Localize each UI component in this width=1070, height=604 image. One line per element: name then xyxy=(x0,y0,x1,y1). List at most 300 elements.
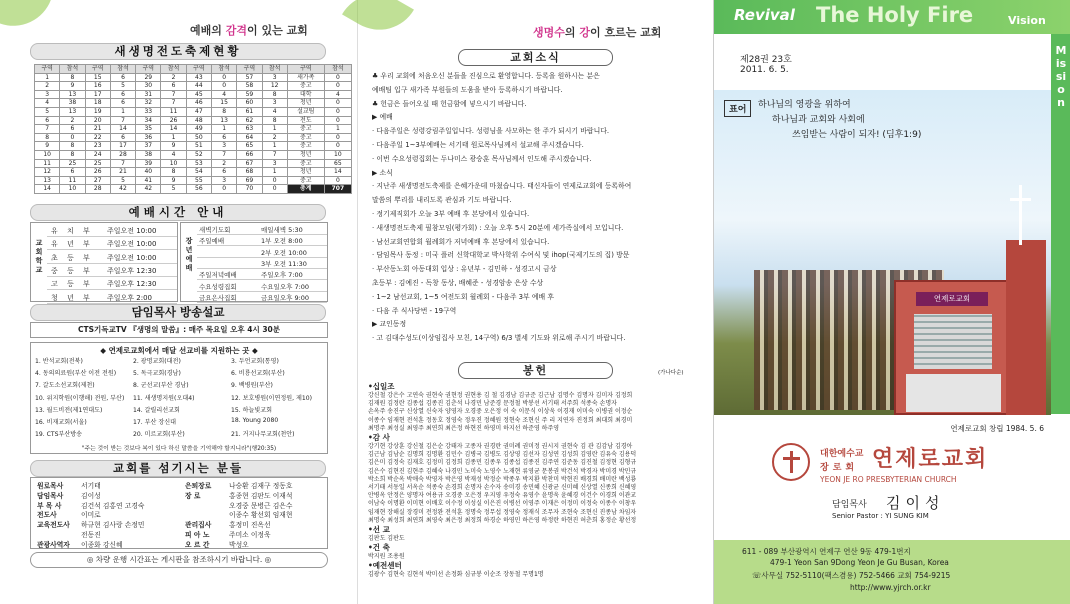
mission-item: 17. 부산 장신대 xyxy=(133,419,176,426)
table-cell: 40 xyxy=(136,168,161,177)
mission-item: 14. 갈릴리선교회 xyxy=(133,406,180,414)
table-cell: 5 xyxy=(110,82,135,91)
table-cell: 2 xyxy=(60,116,85,125)
offering-label: •선 교 xyxy=(368,525,390,534)
table-cell: 48 xyxy=(186,116,211,125)
table-cell: 8 xyxy=(60,142,85,151)
servant-names: 오경중 문병근 김은수 xyxy=(229,501,293,510)
mission-item: 10. 위지학원(이행해) 전원, 부산) xyxy=(35,394,125,402)
table-cell: 0 xyxy=(324,99,351,108)
table-cell: 중고 xyxy=(287,176,324,185)
table-cell: 6 xyxy=(110,99,135,108)
news-line: ♣ 헌금은 들어오실 때 헌금함에 넣으시기 바랍니다. xyxy=(372,99,527,108)
logo-cross-horizontal xyxy=(783,457,800,460)
table-cell: 12 xyxy=(35,168,60,177)
news-line: · 이번 수요성령집회는 두나미스 광승훈 목사님께서 인도해 주시겠습니다. xyxy=(372,154,592,163)
table-cell: 14 xyxy=(110,125,135,134)
table-cell: 42 xyxy=(110,185,135,194)
table-cell: 1 xyxy=(262,142,287,151)
panel-middle xyxy=(357,0,712,604)
table-cell: 중고 xyxy=(287,82,324,91)
table-cell: 8 xyxy=(262,90,287,99)
header-emphasis: 감격 xyxy=(225,24,247,37)
news-line: · 다음 주 식사당번 - 19구역 xyxy=(372,306,457,315)
offering-line: 김은수 김현진 김현주 김혜숙 나경민 노미숙 노영수 노재현 류영균 문봉권 박건석 박경자 박미경 박민규 xyxy=(368,467,637,475)
table-row xyxy=(35,107,352,116)
banner-mission: Mission xyxy=(1055,44,1067,109)
table-cell: 61 xyxy=(237,107,262,116)
table-cell: 중고 xyxy=(287,159,324,168)
table-cell: 38 xyxy=(60,99,85,108)
news-line: · 다음주일은 성령강림주일입니다. 성령님을 사모하는 한 주가 되시기 바랍니다. xyxy=(372,127,610,136)
table-row xyxy=(35,116,352,125)
table-cell: 7 xyxy=(161,99,186,108)
worship-time: 주일오전 10:00 xyxy=(107,240,157,249)
servant-names: 전동진 xyxy=(81,531,101,539)
table-header-cell: 구역 xyxy=(35,65,60,74)
worship-dept-char: 부 xyxy=(83,280,90,289)
mission-item: 6. 비룡선교회(부산) xyxy=(231,370,285,378)
table-cell: 21 xyxy=(110,168,135,177)
table-header-cell: 참석 xyxy=(60,65,85,74)
table-cell: 19 xyxy=(85,107,110,116)
table-cell: 9 xyxy=(161,176,186,185)
table-cell: 0 xyxy=(262,176,287,185)
table-row xyxy=(35,90,352,99)
table-cell: 7 xyxy=(110,116,135,125)
table-cell: 청년 xyxy=(287,99,324,108)
table-body xyxy=(35,73,352,193)
offering-line: 이종수 임재현 전석훈 정동호 정영숙 정우진 정혜원 정현숙 조현신 주 리 지연자 진정희 최대희 최경미 xyxy=(368,416,633,424)
worship-dept-char: 년 xyxy=(67,240,74,249)
table-cell: 3 xyxy=(211,142,236,151)
mission-item: 15. 하늘빛교회 xyxy=(231,406,273,414)
mission-item: 13. 월드비전(제1연대도) xyxy=(35,406,103,414)
table-cell: 31 xyxy=(136,90,161,99)
church-building xyxy=(894,280,1009,415)
servant-names: 이종화 강신혜 xyxy=(81,540,123,549)
table-cell: 8 xyxy=(35,133,60,142)
mission-item: 16. 비재교회(서울) xyxy=(35,419,87,426)
table-cell: 44 xyxy=(186,82,211,91)
table-cell: 0 xyxy=(324,73,351,82)
news-line: · 고 김대수성도(이상임집사 모친, 14구역) 6/3 별세 기도와 위로해 주시기 바랍니다. xyxy=(372,334,626,343)
news-line: · 정기제직회가 오늘 3부 예배 후 본당에서 있습니다. xyxy=(372,210,530,218)
news-line: · 새생명전도축제 필참모임(평가회) : 오늘 오후 5시 20분에 세가족실에서 모입니다. xyxy=(372,223,624,232)
servant-names: 서기태 xyxy=(81,482,101,490)
table-cell: 0 xyxy=(324,142,351,151)
worship-row xyxy=(197,235,327,246)
table-cell: 27 xyxy=(85,176,110,185)
table-cell: 15 xyxy=(211,99,236,108)
church-name: 연제로교회 xyxy=(872,447,989,472)
denomination-bottom: 장로회 xyxy=(820,463,859,473)
table-cell: 중고 xyxy=(287,125,324,134)
servant-role: 은퇴장로 xyxy=(185,482,212,490)
church-english-name: YEON JE RO PRESBYTERIAN CHURCH xyxy=(820,475,957,484)
mission-item: 5. 독극교회(경남) xyxy=(133,370,181,378)
table-cell: 58 xyxy=(237,82,262,91)
table-cell: 21 xyxy=(85,125,110,134)
table-cell: 67 xyxy=(237,159,262,168)
table-cell: 3 xyxy=(262,99,287,108)
table-cell: 2 xyxy=(262,133,287,142)
table-cell: 57 xyxy=(237,73,262,82)
website-link[interactable]: http://www.yjrch.or.kr xyxy=(850,583,931,592)
table-cell: 22 xyxy=(85,133,110,142)
table-cell: 51 xyxy=(186,142,211,151)
table-cell: 설교팀 xyxy=(287,107,324,116)
worship-dept-char: 등 xyxy=(67,280,74,289)
offering-label: •건 축 xyxy=(368,543,390,553)
servant-role: 전도사 xyxy=(37,511,57,520)
header-text: 이 흐르는 교회 xyxy=(590,26,662,39)
offering-line: 김재원 김정란 김종섭 김종진 김춘석 나경민 남준경 문정철 박봉선 서기태 서주희 석종숙 손명자 xyxy=(368,400,617,408)
table-cell: 14 xyxy=(324,168,351,177)
mission-item: 12. 보호병원(이연정원, 제10) xyxy=(231,394,312,402)
table-cell: 13 xyxy=(60,107,85,116)
broadcast-box xyxy=(30,322,328,338)
table-cell: 69 xyxy=(237,176,262,185)
worship-row xyxy=(47,225,177,237)
table-cell: 52 xyxy=(186,150,211,159)
building-windows xyxy=(914,314,992,369)
mission-title: ◆ 연제로교회에서 매달 선교비를 지원하는 곳 ◆ xyxy=(100,346,258,355)
table-cell: 6 xyxy=(110,73,135,82)
servant-names: 하규현 김사랑 손정민 xyxy=(81,521,145,530)
worship-service: 수요성령집회 xyxy=(199,282,237,291)
table-cell: 49 xyxy=(186,125,211,134)
news-line: 초등부 : 김예진 - 독창 동상, 배혜준 - 성경암송 은상 수상 xyxy=(372,279,544,287)
table-cell: 1 xyxy=(262,125,287,134)
table-cell: 5 xyxy=(110,176,135,185)
worship-service: 주일저녁예배 xyxy=(199,271,237,280)
worship-dept-char: 유 xyxy=(51,227,58,235)
offering-line: 강기현 강상훈 강신철 김은순 강태자 고종자 권경란 권미례 권미정 권시지 권현숙 김 관 김감남 김경아 xyxy=(368,443,633,450)
table-cell: 17 xyxy=(110,142,135,151)
table-cell: 53 xyxy=(186,159,211,168)
offering-label: •십일조 xyxy=(368,382,395,391)
servants-box xyxy=(30,477,328,549)
table-cell: 새가족 xyxy=(287,73,324,82)
motto-line-1: 하나님의 영광을 위하여 xyxy=(758,100,851,110)
banner-revival: Revival xyxy=(734,6,795,24)
offering-line: 서기태 서동일 서옥순 석종숙 손경희 손명자 손수자 송미경 송민혜 신광균 신미혜 신상열 신종희 신혜영 xyxy=(368,484,637,491)
offering-line: 최명주 최성실 최영주 최연희 최은정 하현진 하영미 하지선 하준영 하주영 xyxy=(368,424,560,432)
table-header-cell: 구역 xyxy=(237,65,262,74)
table-cell: 총계 xyxy=(287,185,324,194)
table-header-cell: 참석 xyxy=(324,65,351,74)
table-cell: 37 xyxy=(136,142,161,151)
table-cell: 청년 xyxy=(287,150,324,159)
table-row xyxy=(35,159,352,168)
offering-title: 봉헌 xyxy=(458,362,613,379)
table-row xyxy=(35,99,352,108)
table-cell: 15 xyxy=(85,73,110,82)
table-cell: 4 xyxy=(211,90,236,99)
worship-dept-char: 부 xyxy=(83,293,90,302)
table-cell: 28 xyxy=(110,150,135,159)
table-cell: 9 xyxy=(60,82,85,91)
table-cell: 47 xyxy=(186,107,211,116)
table-cell: 70 xyxy=(237,185,262,194)
news-line: · 남선교회연합회 월례회가 저녁예배 후 본당에서 있습니다. xyxy=(372,237,550,246)
mission-item: 1. 반석교회(전북) xyxy=(35,358,83,365)
table-cell: 34 xyxy=(136,116,161,125)
mission-item: 2. 광명교회(대전) xyxy=(133,358,181,365)
worship-time: 1부 오전 8:00 xyxy=(261,237,303,246)
table-cell: 4 xyxy=(324,90,351,99)
table-cell: 5 xyxy=(35,107,60,116)
adult-group-label: 장년예배 xyxy=(185,237,193,272)
banner-holy-fire: The Holy Fire xyxy=(816,3,974,27)
mission-item: 20. 미르교회(부산) xyxy=(133,431,185,439)
table-cell: 0 xyxy=(211,73,236,82)
offering-line: 손옥주 송진구 신상열 신숙자 양영자 오경중 오은정 이 숙 이문식 이상욱 이경재 이미숙 이병권 이정순 xyxy=(368,408,633,416)
table-cell: 41 xyxy=(136,176,161,185)
servant-names: 김이성 xyxy=(81,491,101,500)
denomination-top: 대한예수교 xyxy=(820,449,864,459)
servant-names: 이종수 황선회 임재현 xyxy=(229,511,293,520)
table-cell: 23 xyxy=(85,142,110,151)
table-cell: 6 xyxy=(35,116,60,125)
servant-role: 교육전도사 xyxy=(37,521,70,530)
worship-service: 새벽기도회 xyxy=(199,226,231,234)
side-strip xyxy=(1051,34,1070,414)
worship-dept-char: 년 xyxy=(67,293,74,302)
servant-role: 원로목사 xyxy=(37,482,64,490)
worship-dept-char: 등 xyxy=(67,253,74,262)
servant-role: 장 로 xyxy=(185,491,201,500)
table-cell: 18 xyxy=(85,99,110,108)
phone-numbers: ☏사무실 752-5110(팩스겸용) 752-5466 교회 754-9215 xyxy=(752,571,951,580)
table-cell: 24 xyxy=(85,150,110,159)
table-cell: 45 xyxy=(186,90,211,99)
worship-service: 금요은사집회 xyxy=(199,293,237,302)
motto-line-2: 하나님과 교회와 사회에 xyxy=(772,115,865,125)
table-row xyxy=(35,176,352,185)
table-header-cell: 참석 xyxy=(211,65,236,74)
table-header-cell: 참석 xyxy=(110,65,135,74)
worship-time: 수요일오후 7:00 xyxy=(261,282,310,291)
table-cell: 중고 xyxy=(287,133,324,142)
table-cell: 10 xyxy=(324,150,351,159)
table-cell: 39 xyxy=(136,159,161,168)
table-cell: 11 xyxy=(161,107,186,116)
table-cell: 8 xyxy=(60,150,85,159)
table-cell: 7 xyxy=(262,150,287,159)
news-title: 교회소식 xyxy=(458,49,613,66)
offering-label: •예전센터 xyxy=(368,561,402,571)
table-header-row xyxy=(35,65,352,74)
mission-box xyxy=(30,342,328,454)
table-cell: 0 xyxy=(211,185,236,194)
table-cell: 54 xyxy=(186,168,211,177)
panel-header xyxy=(533,24,661,40)
offering-line: 임재현 장해실 장경미 전정완 전석훈 정명숙 정무섭 정영숙 정재식 조무자 조현숙 조현신 진종남 차임자 xyxy=(368,508,637,516)
mission-item: 7. 갈도소선교회(제천) xyxy=(35,382,95,390)
worship-time: 3부 오전 11:30 xyxy=(261,259,307,268)
table-cell: 전도 xyxy=(287,116,324,125)
worship-dept-char: 초 xyxy=(51,253,58,262)
table-cell: 13 xyxy=(35,176,60,185)
news-line: · 부산동노회 아동대회 입상 : 유년부 - 김민하 - 성경고시 금상 xyxy=(372,265,557,274)
offering-note: (가나다순) xyxy=(658,370,684,376)
table-cell: 6 xyxy=(161,82,186,91)
table-cell: 10 xyxy=(35,150,60,159)
table-cell: 9 xyxy=(35,142,60,151)
table-cell: 707 xyxy=(324,185,351,194)
pastor-name: 김이성 xyxy=(886,494,945,512)
worship-dept-char: 등 xyxy=(67,266,74,275)
worship-dept-char: 부 xyxy=(83,227,90,235)
table-cell: 4 xyxy=(262,107,287,116)
servant-names: 홍종현 김판도 이재석 xyxy=(229,491,293,500)
table-cell: 25 xyxy=(85,159,110,168)
table-cell: 36 xyxy=(136,133,161,142)
offering-line: 김은미 김정숙 김재호 김정미 김정희 김종민 김종우 김종섭 김종진 김주연 김준동 김진철 김정현 김형규 xyxy=(368,459,637,467)
address-english: 479-1 Yeon San 9Dong Yeon Je Gu Busan, Korea xyxy=(770,558,949,567)
table-cell: 6 xyxy=(110,133,135,142)
adult-worship-box xyxy=(180,222,328,302)
table-cell: 1 xyxy=(211,125,236,134)
table-cell: 30 xyxy=(136,82,161,91)
offering-line: 안병옥 안정은 양명자 여용규 오경중 오은정 우지영 우정숙 유영수 윤명욱 윤혜경 이건수 이경희 이관교 xyxy=(368,492,637,500)
table-cell: 32 xyxy=(136,99,161,108)
table-cell: 68 xyxy=(237,168,262,177)
table-cell: 4 xyxy=(35,99,60,108)
servant-names: 주미소 이정욱 xyxy=(229,531,271,539)
table-cell: 8 xyxy=(60,73,85,82)
table-cell: 6 xyxy=(110,90,135,99)
table-cell: 10 xyxy=(60,185,85,194)
church-sign: 연제로교회 xyxy=(916,292,988,306)
news-line: · 1~2 남선교회, 1~5 여전도회 월례회 - 다음주 3부 예배 후 xyxy=(372,292,555,301)
worship-dept-char: 부 xyxy=(83,266,90,275)
table-cell: 16 xyxy=(85,82,110,91)
table-cell: 0 xyxy=(324,133,351,142)
table-cell: 2 xyxy=(211,159,236,168)
worship-row xyxy=(197,292,327,303)
table-cell: 8 xyxy=(161,168,186,177)
table-cell: 63 xyxy=(237,125,262,134)
evangelism-title: 새생명전도축제현황 xyxy=(30,43,326,60)
mission-item: 18. Young 2080 xyxy=(231,417,279,424)
servant-names: 김건석 김홍연 고경숙 xyxy=(81,501,145,510)
table-cell: 0 xyxy=(324,176,351,185)
news-line: · 지난주 새생명전도축제를 은혜가운데 마쳤습니다. 태신자들이 연제로교회에 등록하여 xyxy=(372,182,632,191)
table-cell: 64 xyxy=(237,133,262,142)
news-line: · 다음주일 1~3부예배는 서기태 원로목사님께서 설교해 주시겠습니다. xyxy=(372,141,584,149)
servant-names: 홍정미 진옥선 xyxy=(229,521,271,530)
table-cell: 1 xyxy=(161,133,186,142)
news-line: ▶ 교인동정 xyxy=(372,320,407,329)
mission-note: "주는 것이 받는 것보다 복이 있다 하신 말씀을 기억해야 할지니라"(행20:35) xyxy=(81,446,277,452)
table-cell: 59 xyxy=(237,90,262,99)
worship-row xyxy=(47,292,177,304)
header-text: 의 xyxy=(564,26,580,39)
worship-time: 2부 오전 10:00 xyxy=(261,248,307,257)
news-line: ♣ 우리 교회에 처음오신 분들을 진심으로 환영합니다. 등록을 원하시는 분은 xyxy=(372,72,600,80)
table-cell: 1 xyxy=(262,168,287,177)
banner xyxy=(714,0,1070,34)
servant-names: 나승환 김재구 정동호 xyxy=(229,482,293,490)
table-cell: 62 xyxy=(237,116,262,125)
table-cell: 6 xyxy=(211,168,236,177)
table-cell: 6 xyxy=(60,125,85,134)
table-cell: 7 xyxy=(161,90,186,99)
worship-dept-char: 청 xyxy=(51,293,58,302)
table-row xyxy=(35,150,352,159)
table-cell: 5 xyxy=(161,185,186,194)
worship-dept-char: 부 xyxy=(83,240,90,249)
servant-role: 부 목 사 xyxy=(37,501,62,510)
table-cell: 8 xyxy=(211,107,236,116)
motto xyxy=(724,98,949,146)
table-cell: 65 xyxy=(237,142,262,151)
table-cell: 14 xyxy=(161,125,186,134)
table-cell: 55 xyxy=(186,176,211,185)
servant-names: 이미로 xyxy=(81,511,101,520)
worship-row xyxy=(197,247,327,258)
pastor-label: 담임목사 xyxy=(832,500,867,510)
table-cell: 9 xyxy=(161,142,186,151)
worship-title: 예배시간 안내 xyxy=(30,204,326,221)
table-row xyxy=(35,73,352,82)
table-cell: 13 xyxy=(60,90,85,99)
table-cell: 65 xyxy=(324,159,351,168)
offering-line: 김광수 김현숙 김현석 박미선 손정화 심규봉 이순조 장동철 무명1명 xyxy=(368,571,544,579)
worship-row xyxy=(47,278,177,290)
children-group-label: 교회학교 xyxy=(35,239,43,274)
table-cell: 0 xyxy=(211,82,236,91)
table-cell: 7 xyxy=(110,159,135,168)
panel-cover xyxy=(713,0,1070,604)
servant-role: 담임목사 xyxy=(37,491,64,500)
offering-line: 이남숙 이명환 이미현 이배호 이수정 이성실 이은진 이병선 이영주 이재은 이정미 이정숙 이종수 이창우 xyxy=(368,500,637,508)
table-header-cell: 구역 xyxy=(186,65,211,74)
issue-date: 2011. 6. 5. xyxy=(740,65,789,75)
table-cell: 66 xyxy=(237,150,262,159)
table-cell: 26 xyxy=(161,116,186,125)
table-row xyxy=(35,185,352,194)
table-cell: 12 xyxy=(262,82,287,91)
table-cell: 50 xyxy=(186,133,211,142)
table-cell: 8 xyxy=(262,116,287,125)
table-cell: 3 xyxy=(35,90,60,99)
table-row xyxy=(35,133,352,142)
table-cell: 35 xyxy=(136,125,161,134)
worship-time: 주일오후 12:30 xyxy=(107,266,157,275)
mission-item: 21. 거지나무교회(천안) xyxy=(231,431,295,439)
table-cell: 42 xyxy=(136,185,161,194)
news-line: ▶ 예배 xyxy=(372,113,393,122)
address-strip xyxy=(714,540,1070,604)
worship-row xyxy=(197,224,327,235)
worship-time: 주일오전 10:00 xyxy=(107,227,157,235)
offering-line: 김근남 김남순 김명희 김명환 김민수 김병국 김병도 김상영 김선자 김성연 김성희 김영란 김유숙 김용덕 xyxy=(368,451,637,459)
offering-line: 박소희 박순옥 박애숙 박영자 박은영 박재성 박정순 박종우 박지환 박찬미 박현진 배경희 배미란 백성룡 xyxy=(368,475,637,483)
table-cell: 6 xyxy=(211,133,236,142)
broadcast-text: CTS기독교TV 『생명의 말씀』: 매주 목요일 오후 4시 30분 xyxy=(77,325,281,334)
church-logo xyxy=(772,443,810,481)
mission-item: 8. 군선교(부산 경남) xyxy=(133,382,189,390)
cross-horizontal xyxy=(1010,198,1031,201)
worship-dept-char: 부 xyxy=(83,253,90,262)
news-line: ▶ 소식 xyxy=(372,168,393,177)
footer-note: ◎ 차량 운행 시간표는 게시판을 참조하시기 바랍니다. ◎ xyxy=(86,555,272,564)
header-emphasis: 생명수 xyxy=(533,26,565,39)
